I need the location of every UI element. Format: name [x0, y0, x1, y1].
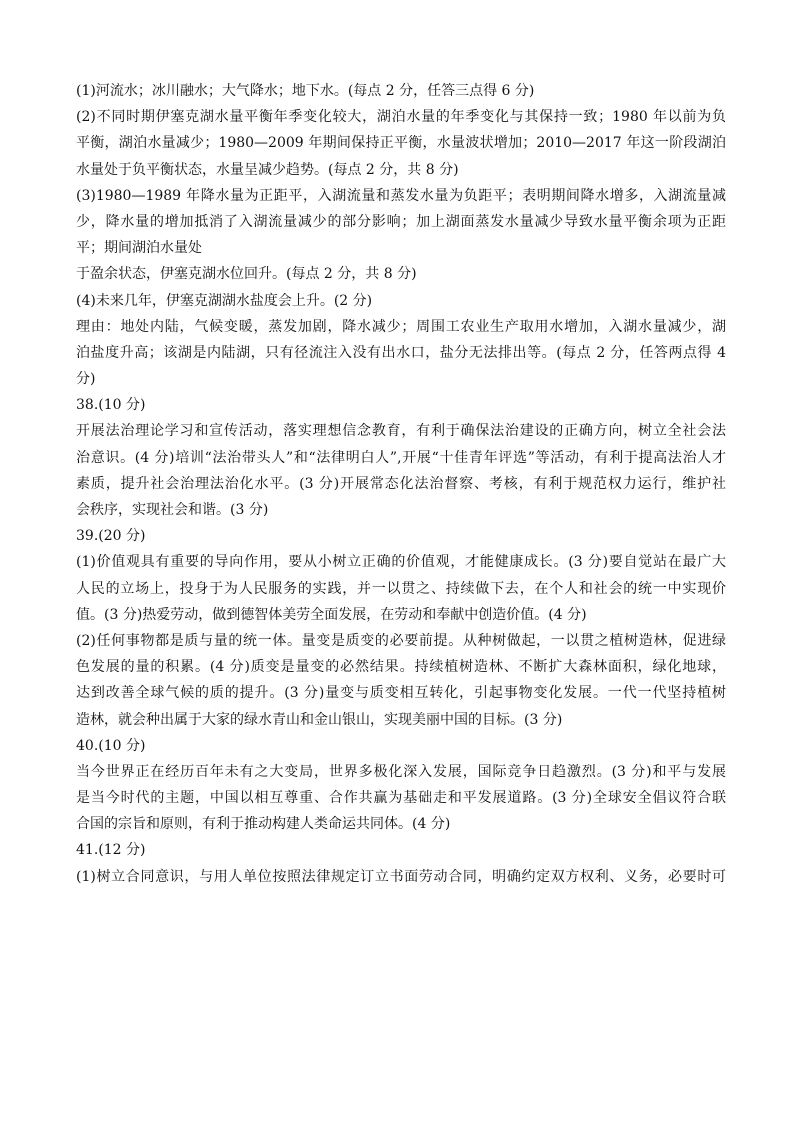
text-line: 平衡，湖泊水量减少；1980—2009 年期间保持正平衡，水量波状增加；2010—2017 年这一阶段湖泊: [76, 135, 726, 152]
text-line: 人民的立场上，投身于为人民服务的实践，并一以贯之、持续做下去，在个人和社会的统一中实现价: [76, 580, 726, 597]
text-line: 值。(3 分)热爱劳动，做到德智体美劳全面发展，在劳动和奉献中创造价值。(4 分): [76, 606, 587, 623]
text-line: 分): [76, 371, 96, 388]
text-line: 38.(10 分): [76, 397, 146, 414]
text-line: 色发展的量的积累。(4 分)质变是量变的必然结果。持续植树造林、不断扩大森林面积，绿化地球，: [76, 659, 726, 676]
text-line: 于盈余状态，伊塞克湖水位回升。(每点 2 分，共 8 分): [76, 266, 417, 283]
text-line: 泊盐度升高；该湖是内陆湖，只有径流注入没有出水口，盐分无法排出等。(每点 2 分，任答两点得 4: [76, 344, 726, 361]
text-line: 少，降水量的增加抵消了入湖流量减少的部分影响；加上湖面蒸发水量减少导致水量平衡余项为正距: [76, 213, 726, 230]
text-line: (2)任何事物都是质与量的统一体。量变是质变的必要前提。从种树做起，一以贯之植树造林，促进绿: [76, 632, 726, 649]
text-line: (1)价值观具有重要的导向作用，要从小树立正确的价值观，才能健康成长。(3 分)要自觉站在最广大: [76, 554, 726, 571]
text-line: 达到改善全球气候的质的提升。(3 分)量变与质变相互转化，引起事物变化发展。一代一代坚持植树: [76, 685, 726, 702]
text-line: 平；期间湖泊水量处: [76, 240, 202, 257]
text-line: 合国的宗旨和原则，有利于推动构建人类命运共同体。(4 分): [76, 816, 451, 833]
text-line: (3)1980—1989 年降水量为正距平，入湖流量和蒸发水量为负距平；表明期间降水增多，入湖流量减: [76, 187, 726, 204]
text-line: 素质，提升社会治理法治化水平。(3 分)开展常态化法治督察、考核，有利于规范权力运行，维护社: [76, 475, 726, 492]
text-line: 40.(10 分): [76, 737, 146, 754]
text-line: (1)河流水；冰川融水；大气降水；地下水。(每点 2 分，任答三点得 6 分): [76, 83, 535, 99]
text-line: 治意识。(4 分)培训“法治带头人”和“法律明白人”,开展“十佳青年评选”等活动，有利于提高法治人才: [76, 449, 726, 466]
text-line: (1)树立合同意识，与用人单位按照法律规定订立书面劳动合同，明确约定双方权利、义务，必要时可: [76, 868, 726, 885]
answer-document: [76, 78, 726, 890]
text-line: 是当今时代的主题，中国以相互尊重、合作共赢为基础走和平发展道路。(3 分)全球安全倡议符合联: [76, 790, 726, 807]
text-line: (2)不同时期伊塞克湖水量平衡年季变化较大，湖泊水量的年季变化与其保持一致；1980 年以前为负: [76, 109, 726, 126]
text-line: 水量处于负平衡状态，水量呈减少趋势。(每点 2 分，共 8 分): [76, 161, 459, 178]
text-line: 39.(20 分): [76, 528, 146, 545]
text-line: 会秩序，实现社会和谐。(3 分): [76, 502, 269, 518]
text-line: (4)未来几年，伊塞克湖湖水盐度会上升。(2 分): [76, 292, 373, 309]
text-line: 开展法治理论学习和宣传活动，落实理想信念教育，有利于确保法治建设的正确方向，树立全社会法: [76, 423, 726, 440]
text-line: 造林，就会种出属于大家的绿水青山和金山银山，实现美丽中国的目标。(3 分): [76, 711, 563, 728]
text-line: 当今世界正在经历百年未有之大变局，世界多极化深入发展，国际竞争日趋激烈。(3 分)和平与发展: [76, 763, 726, 780]
text-line: 理由：地处内陆，气候变暖，蒸发加剧，降水减少；周围工农业生产取用水增加，入湖水量减少，湖: [76, 318, 726, 335]
text-line: 41.(12 分): [76, 842, 146, 859]
